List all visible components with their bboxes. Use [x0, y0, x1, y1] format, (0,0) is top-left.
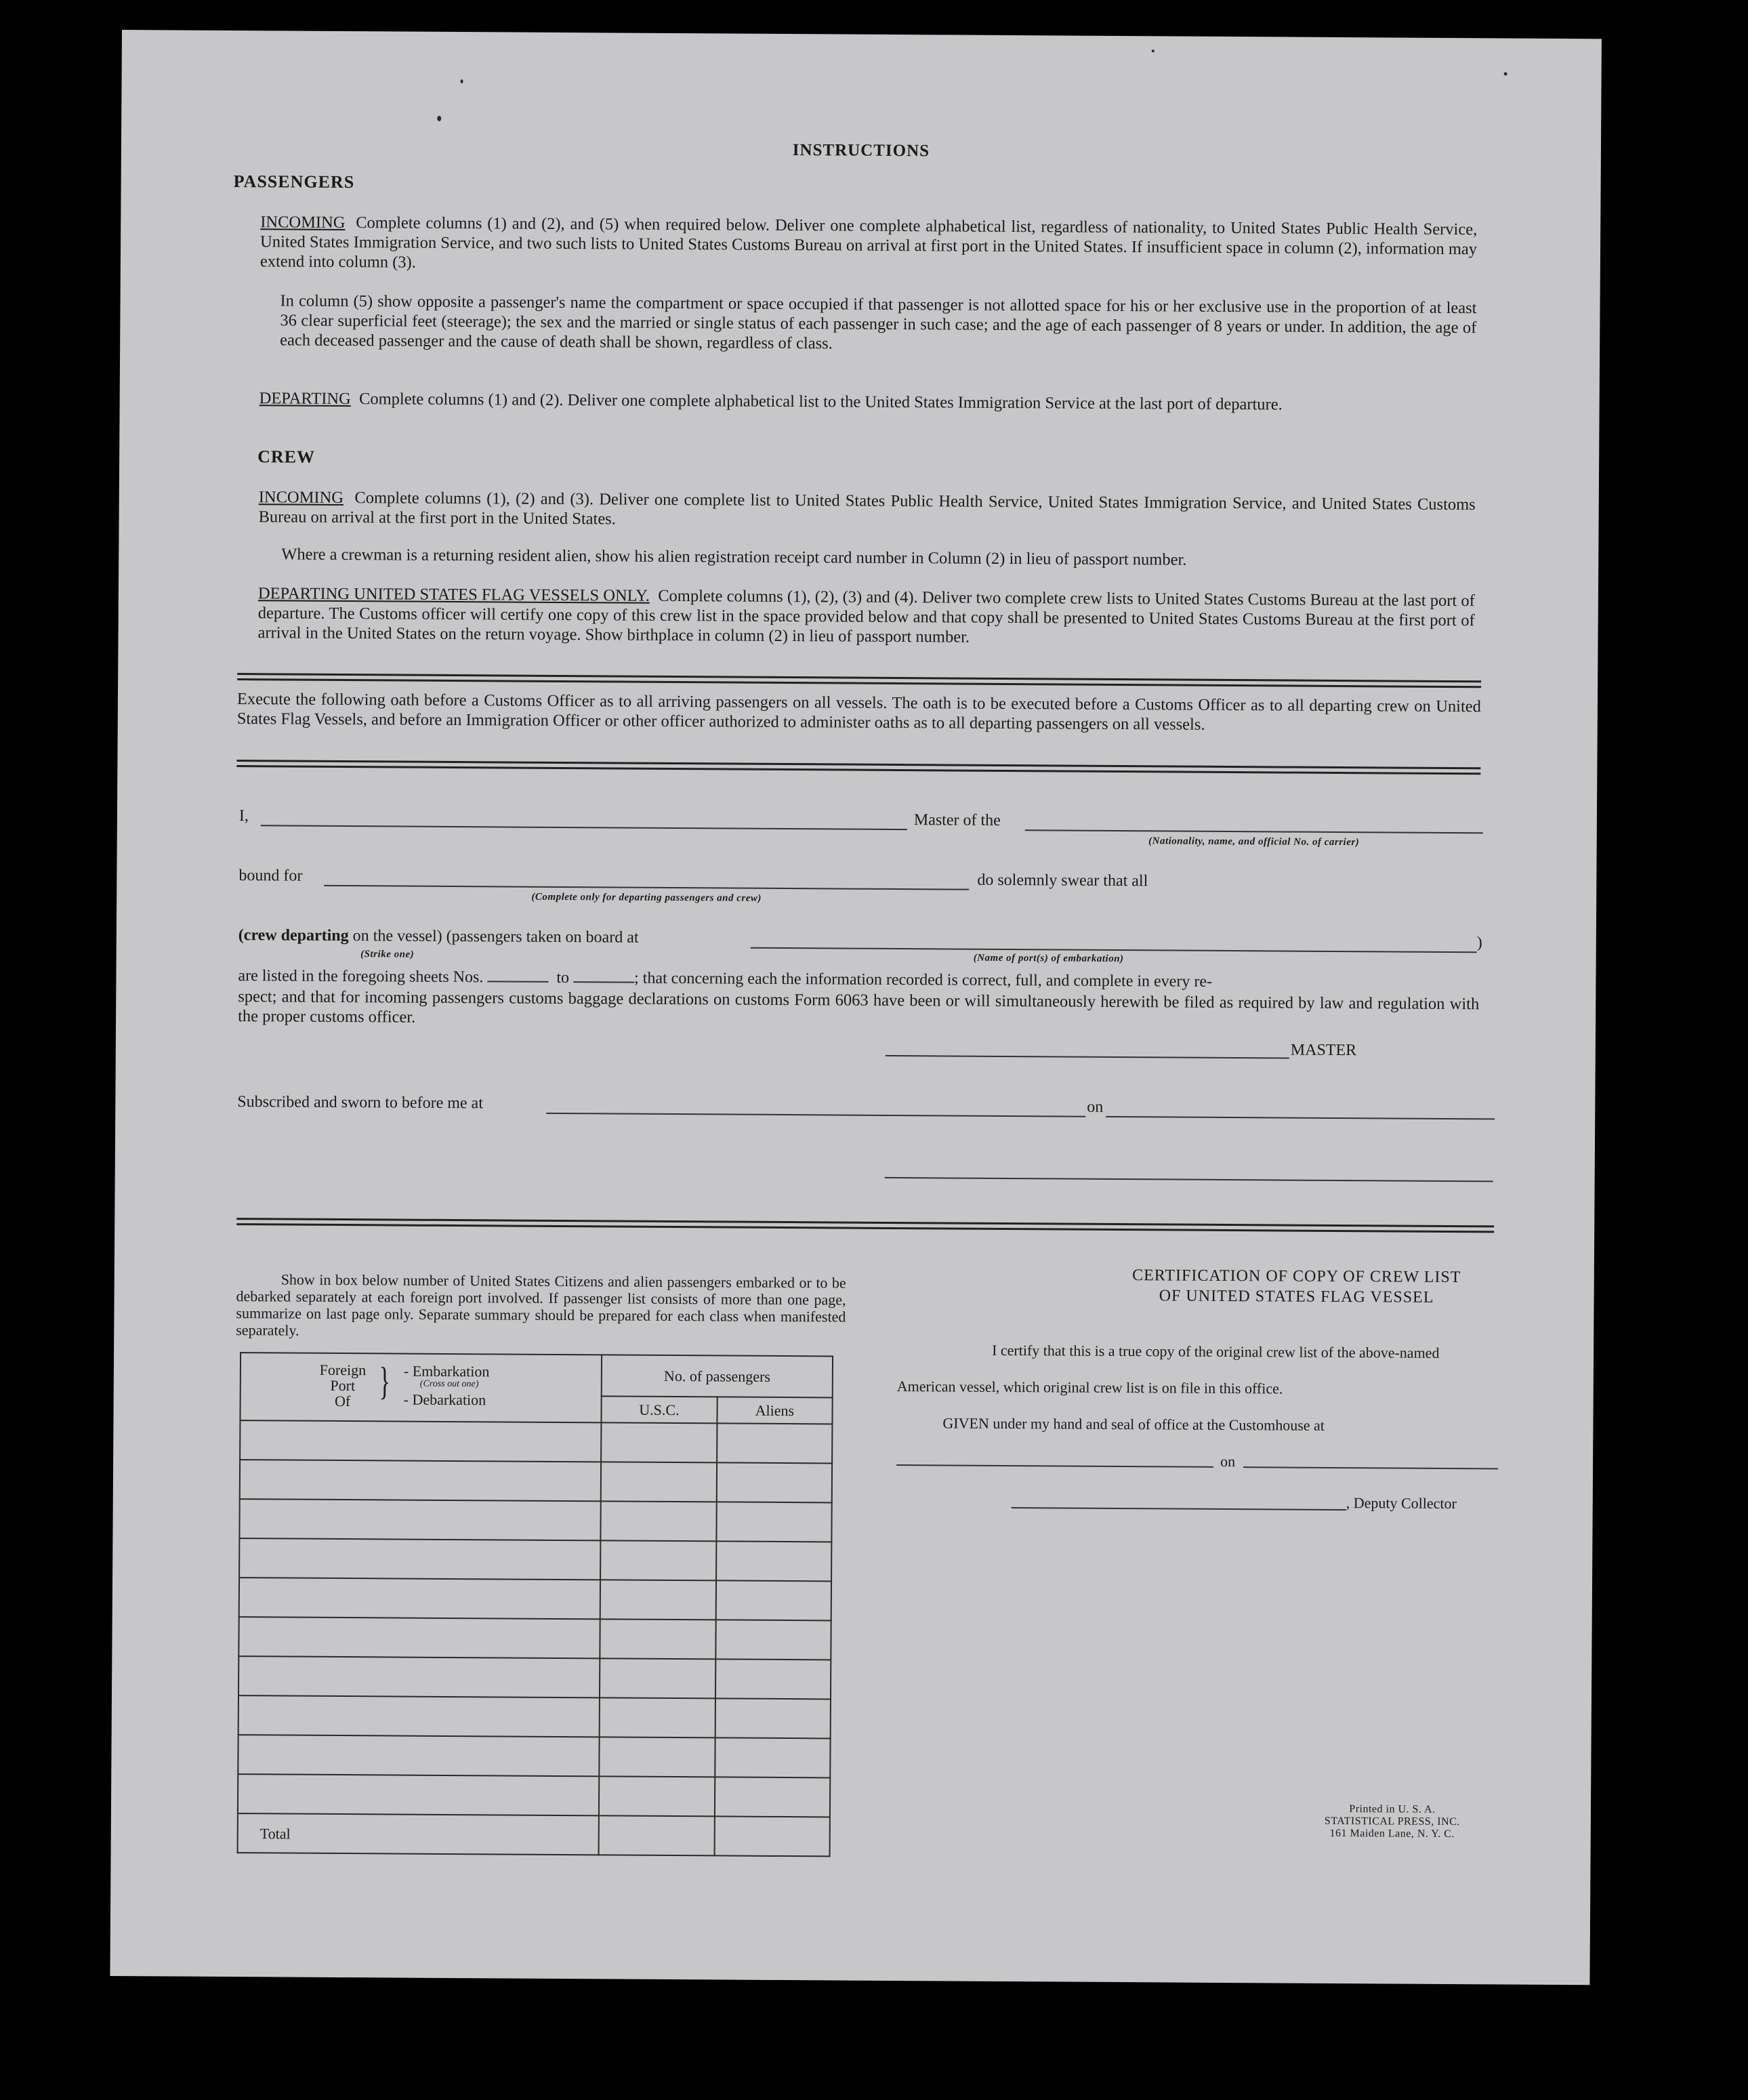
- cross-out-hint: (Cross out one): [419, 1378, 479, 1390]
- printer-line-1: Printed in U. S. A.: [1349, 1803, 1436, 1815]
- port-cell[interactable]: [239, 1499, 601, 1540]
- usc-header: U.S.C.: [602, 1397, 717, 1424]
- listed-to: to: [556, 968, 570, 987]
- on-vessel-label: on the vessel): [352, 927, 442, 945]
- close-paren: ): [1476, 934, 1482, 952]
- crew-heading: CREW: [257, 447, 316, 467]
- crew-departing-label: DEPARTING UNITED STATES FLAG VESSELS ONLY.: [257, 584, 650, 605]
- passengers-incoming-label: INCOMING: [260, 213, 346, 232]
- summary-instruction: Show in box below number of United States Citizens and alien passengers embarked or to be debarked separately at each foreign port involved. If passenger list consists of more than one page, summarize on last page only. Separate summary should be prepared for each class when manifested separately.: [236, 1271, 846, 1339]
- swear-label: do solemnly swear that all: [977, 871, 1148, 890]
- aliens-cell[interactable]: [716, 1462, 832, 1502]
- port-cell[interactable]: [239, 1538, 601, 1580]
- sheet-from-field[interactable]: [487, 981, 548, 983]
- table-row: [238, 1617, 831, 1660]
- table-row: [238, 1695, 831, 1738]
- total-usc-cell[interactable]: [599, 1815, 715, 1855]
- port-cell[interactable]: [238, 1774, 600, 1815]
- form-page: [110, 30, 1602, 1985]
- bound-for-label: bound for: [238, 867, 303, 885]
- port-cell[interactable]: [240, 1460, 602, 1501]
- port-rows: [238, 1420, 833, 1817]
- port-cell[interactable]: [238, 1656, 600, 1697]
- master-label: MASTER: [1290, 1041, 1357, 1060]
- master-name-field[interactable]: [261, 825, 907, 830]
- usc-cell[interactable]: [600, 1580, 716, 1620]
- total-aliens-cell[interactable]: [714, 1816, 830, 1856]
- table-row: [239, 1578, 831, 1620]
- listed-text-2: ; that concerning each the information recorded is correct, full, and complete in every re-: [633, 969, 1213, 991]
- brace: }: [379, 1359, 391, 1403]
- aliens-cell[interactable]: [715, 1580, 831, 1620]
- usc-cell[interactable]: [601, 1422, 717, 1462]
- usc-cell[interactable]: [600, 1540, 716, 1580]
- certification-title: [1009, 1264, 1585, 1309]
- sworn-place-field[interactable]: [546, 1113, 1085, 1117]
- port-label: Port: [330, 1376, 356, 1395]
- passengers-departing-text: Complete columns (1) and (2). Deliver one complete alphabetical list to the United States Immigration Service at the last port of departure.: [358, 390, 1283, 414]
- passengers-incoming-paragraph: [260, 212, 1477, 279]
- oath-i-label: I,: [238, 807, 249, 825]
- usc-cell[interactable]: [601, 1501, 717, 1541]
- scan-speck: [461, 79, 463, 83]
- passenger-summary-table: [237, 1352, 834, 1857]
- table-row: [238, 1735, 830, 1777]
- carrier-hint: (Nationality, name, and official No. of carrier): [1148, 836, 1360, 848]
- crew-incoming-paragraph: [259, 487, 1476, 534]
- scan-speck: [437, 116, 441, 121]
- port-cell[interactable]: [239, 1578, 601, 1619]
- table-row: [239, 1499, 831, 1542]
- passengers-incoming-text: Complete columns (1) and (2), and (5) when required below. Deliver one complete alphabetical list, regardless of nationality, to United States Public Health Service, United States Immigration Service, and two such lists to United States Customs Bureau on arrival at first port in the United States. If insufficient space in column (2), information may extend into column (3).: [259, 213, 1478, 272]
- listed-text-1: are listed in the foregoing sheets Nos.: [238, 967, 484, 987]
- deputy-collector-label: , Deputy Collector: [1346, 1494, 1457, 1512]
- bound-for-hint: (Complete only for departing passengers and crew): [531, 891, 762, 904]
- master-signature-field[interactable]: [886, 1055, 1289, 1059]
- crew-incoming-text: Complete columns (1), (2) and (3). Deliver one complete list to United States Public Health Service, United States Immigration Service, and United States Customs Bureau on arrival at the first port in the United States.: [258, 489, 1476, 529]
- passengers-departing-paragraph: [259, 388, 1476, 415]
- deputy-signature-field[interactable]: [1012, 1507, 1346, 1510]
- printer-line-2: STATISTICAL PRESS, INC.: [1324, 1815, 1460, 1828]
- divider: [237, 673, 1481, 688]
- table-row: [240, 1420, 832, 1463]
- ports-hint: (Name of port(s) of embarkation): [973, 952, 1124, 965]
- aliens-cell[interactable]: [715, 1698, 831, 1738]
- aliens-cell[interactable]: [715, 1737, 831, 1777]
- aliens-cell[interactable]: [716, 1541, 832, 1581]
- total-label: Total: [238, 1813, 600, 1855]
- aliens-cell[interactable]: [715, 1659, 831, 1699]
- crew-departing-text: Complete columns (1), (2), (3) and (4). Deliver two complete crew lists to United States Customs Bureau at the last port of departure. The Customs officer will certify one copy of this crew list in the space provided below and that copy shall be presented to United States Customs Bureau at the first port of arrival in the United States on the return voyage. Show birthplace in column (2) in lieu of passport number.: [257, 586, 1475, 646]
- divider: [236, 760, 1480, 775]
- strike-line: [238, 926, 639, 947]
- oath-intro: Execute the following oath before a Customs Officer as to all arriving passengers on all vessels. The oath is to be executed before a Customs Officer as to all departing crew on United States Flag Vessels, and before an Immigration Officer or other officer authorized to administer oaths as to all departing passengers on all vessels.: [236, 690, 1482, 734]
- master-of-label: Master of the: [913, 811, 1001, 829]
- given-text: GIVEN under my hand and seal of office at the Customhouse at: [942, 1414, 1325, 1434]
- aliens-cell[interactable]: [716, 1502, 832, 1542]
- printer-imprint: [1281, 1803, 1504, 1840]
- port-cell[interactable]: [240, 1420, 602, 1462]
- table-row: [238, 1656, 831, 1699]
- embarkation-ports-field[interactable]: [751, 947, 1477, 953]
- american-vessel-text: American vessel, which original crew list is on file in this office.: [896, 1378, 1283, 1397]
- carrier-field[interactable]: [1025, 829, 1483, 833]
- usc-cell[interactable]: [601, 1462, 717, 1502]
- passengers-incoming-note: In column (5) show opposite a passenger's name the compartment or space occupied if that passenger is not allotted space for his or her exclusive use in the proportion of at least 36 clear superficial feet (steerage); the sex and the married or single status of each passenger in such case; and the age of each passenger of 8 years or under. In addition, the age of each deceased passenger and the cause of death shall be shown, regardless of class.: [280, 291, 1477, 353]
- usc-cell[interactable]: [599, 1776, 715, 1816]
- sworn-date-field[interactable]: [1106, 1116, 1495, 1120]
- sworn-on-label: on: [1087, 1098, 1104, 1116]
- no-of-passengers-header: No. of passengers: [602, 1355, 833, 1397]
- scan-speck: [1504, 72, 1507, 75]
- passengers-heading: PASSENGERS: [233, 171, 355, 192]
- crew-departing-option[interactable]: (crew departing: [238, 926, 349, 945]
- certification-title-line-1: CERTIFICATION OF COPY OF CREW LIST: [1132, 1267, 1461, 1287]
- table-row: [240, 1460, 832, 1502]
- port-header-cell: [240, 1353, 602, 1422]
- crew-incoming-label: INCOMING: [258, 488, 344, 508]
- aliens-cell[interactable]: [715, 1777, 831, 1817]
- cert-on-label: on: [1220, 1452, 1236, 1470]
- sheet-to-field[interactable]: [573, 981, 634, 983]
- usc-cell[interactable]: [600, 1658, 715, 1698]
- crew-incoming-note: Where a crewman is a returning resident alien, show his alien registration receipt card number in Column (2) in lieu of passport number.: [281, 545, 1187, 569]
- table-row: [238, 1774, 830, 1817]
- strike-hint: (Strike one): [360, 949, 415, 960]
- cert-date-field[interactable]: [1243, 1466, 1498, 1469]
- passengers-taken-option[interactable]: (passengers taken on board at: [446, 927, 639, 947]
- listed-rest: spect; and that for incoming passengers customs baggage declarations on customs Form 6063 have been or will simultaneously herewith be filed as required by law and regulation with the proper customs officer.: [238, 987, 1480, 1027]
- usc-cell[interactable]: [600, 1619, 716, 1659]
- debarkation-option[interactable]: - Debarkation: [403, 1391, 486, 1409]
- subscribed-label: Subscribed and sworn to before me at: [237, 1093, 483, 1113]
- port-cell[interactable]: [238, 1617, 600, 1658]
- table-row: [239, 1538, 831, 1581]
- embarkation-option[interactable]: - Embarkation: [403, 1362, 490, 1380]
- passengers-departing-label: DEPARTING: [259, 389, 351, 409]
- aliens-cell[interactable]: [717, 1423, 833, 1463]
- usc-cell[interactable]: [599, 1737, 715, 1777]
- of-label: Of: [334, 1392, 351, 1410]
- officer-signature-field[interactable]: [885, 1177, 1493, 1182]
- scan-speck: [1152, 49, 1154, 52]
- port-cell[interactable]: [238, 1695, 600, 1737]
- certification-title-line-2: OF UNITED STATES FLAG VESSEL: [1159, 1287, 1434, 1306]
- aliens-cell[interactable]: [715, 1620, 831, 1660]
- printer-line-3: 161 Maiden Lane, N. Y. C.: [1329, 1827, 1455, 1840]
- divider: [236, 1218, 1494, 1233]
- port-cell[interactable]: [238, 1735, 600, 1776]
- foreign-port-of-label: [316, 1362, 370, 1409]
- page-title: INSTRUCTIONS: [792, 141, 930, 161]
- aliens-header: Aliens: [717, 1397, 833, 1424]
- crew-departing-paragraph: [257, 583, 1474, 650]
- usc-cell[interactable]: [600, 1697, 715, 1737]
- customhouse-field[interactable]: [896, 1464, 1213, 1468]
- foreign-label: Foreign: [319, 1361, 367, 1379]
- certify-text: I certify that this is a true copy of the original crew list of the above-named: [992, 1341, 1440, 1361]
- bound-for-field[interactable]: [324, 885, 969, 890]
